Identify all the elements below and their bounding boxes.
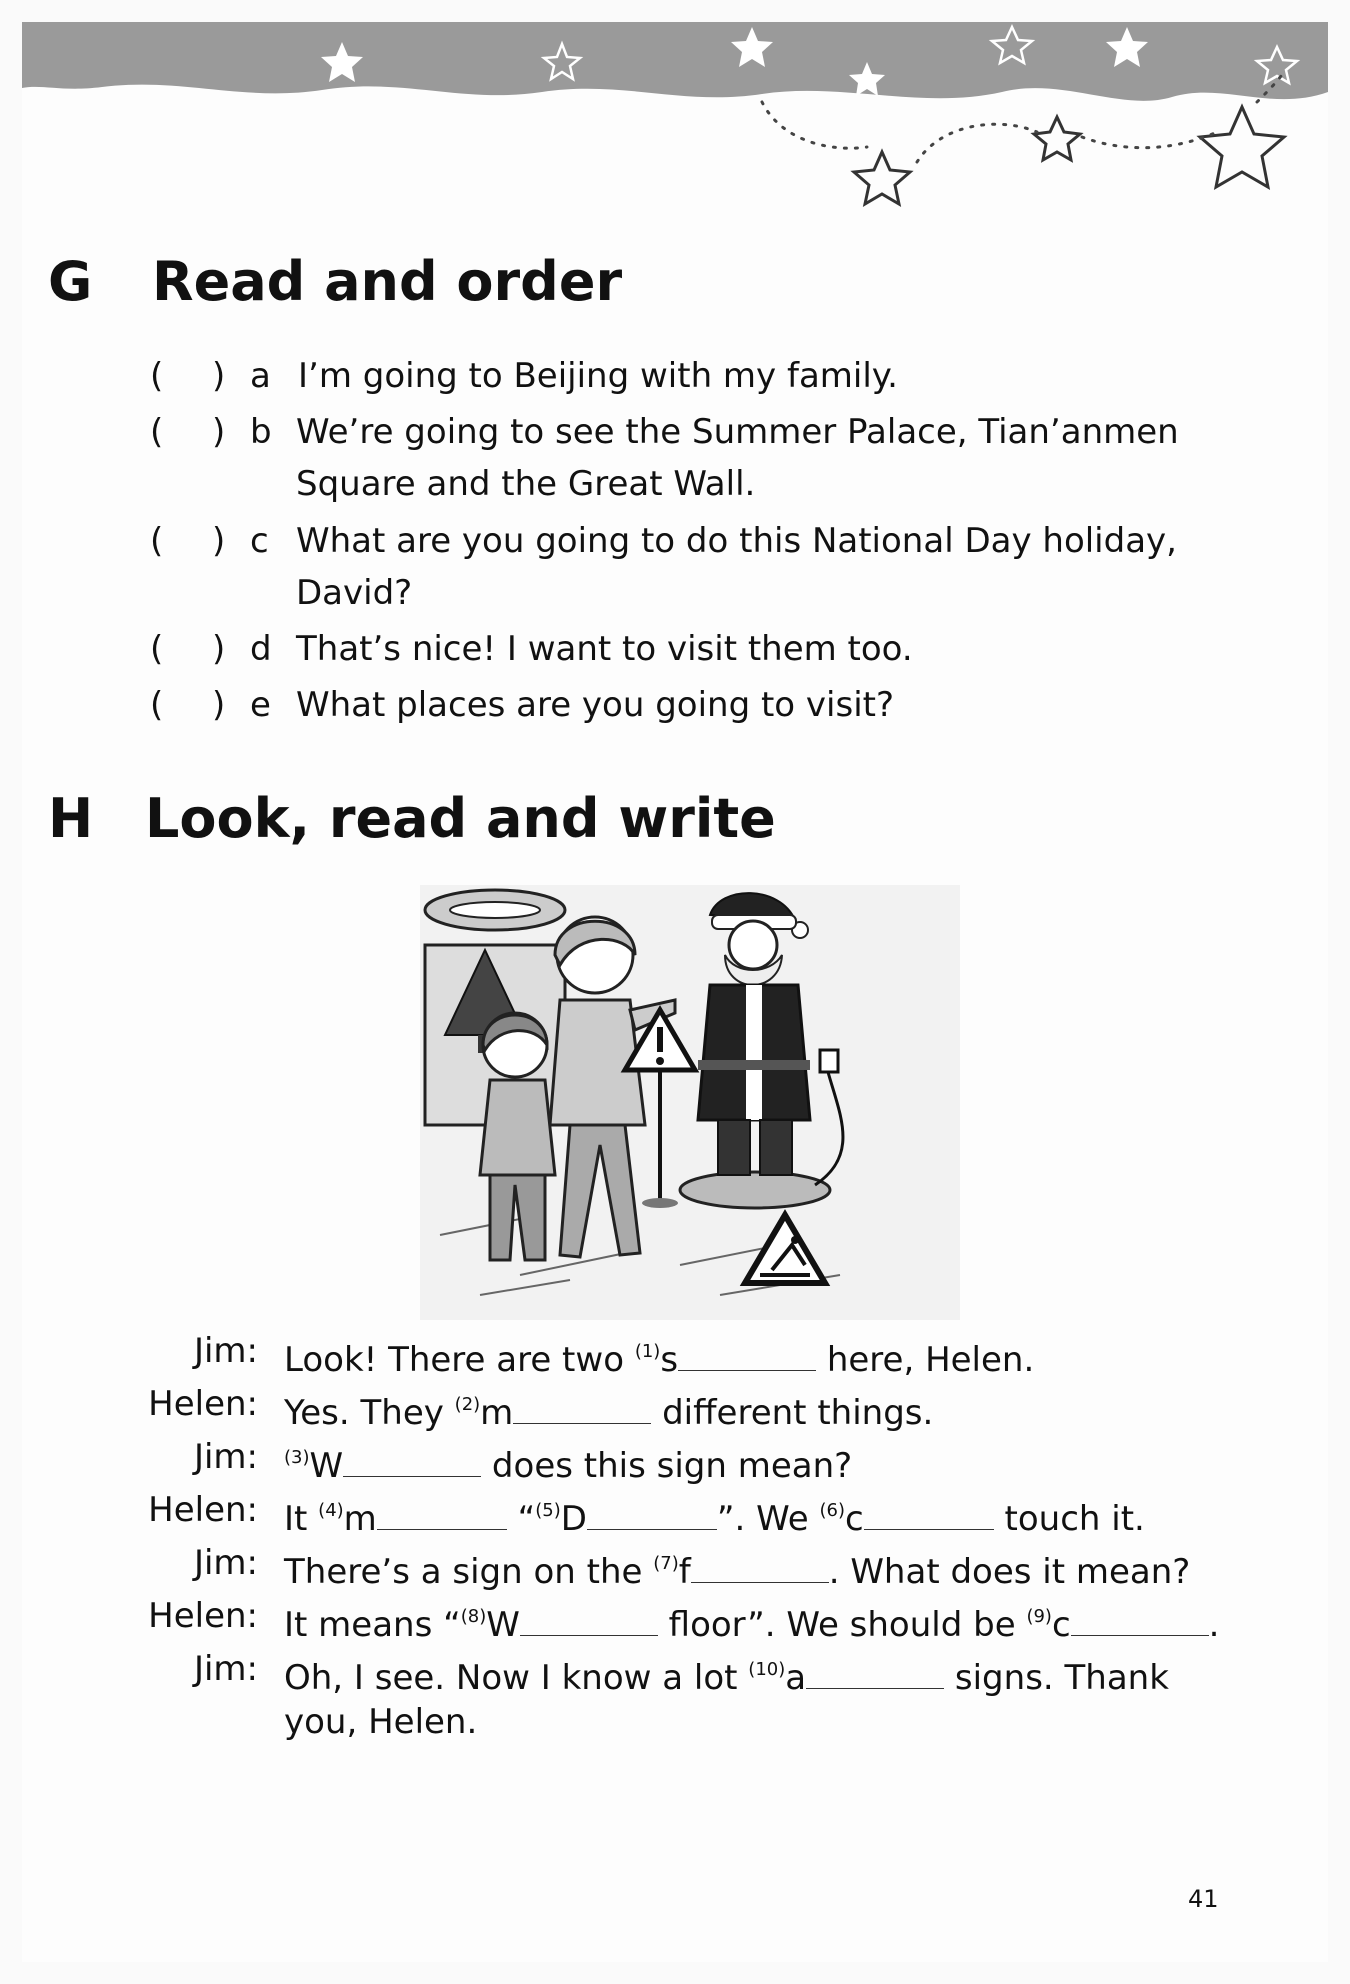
speaker: Helen: [148, 1384, 258, 1424]
item-text-continued: David? [296, 573, 413, 613]
item-text: We’re going to see the Summer Palace, Tian’anmen [296, 412, 1179, 452]
blank-start-letter: m [343, 1499, 377, 1539]
text-segment: Oh, I see. Now I know a lot [284, 1658, 749, 1698]
item-letter: a [250, 356, 271, 396]
blank-number: (9) [1026, 1606, 1052, 1627]
text-segment: signs. Thank [944, 1658, 1169, 1698]
star-outline-icon [1034, 117, 1080, 160]
star-outline-icon [1200, 107, 1284, 187]
answer-blank[interactable] [377, 1528, 507, 1530]
text-segment: ”. We [716, 1499, 820, 1539]
item-text: I’m going to Beijing with my family. [298, 356, 898, 396]
speaker: Jim: [193, 1437, 258, 1477]
star-outline-icon [854, 152, 910, 204]
page-number: 41 [1188, 1885, 1219, 1913]
speaker: Jim: [193, 1331, 258, 1371]
blank-number: (1) [634, 1341, 661, 1362]
answer-blank[interactable] [587, 1528, 717, 1530]
speaker: Helen: [148, 1490, 258, 1530]
item-letter: b [250, 412, 272, 452]
blank-number: (6) [819, 1500, 845, 1521]
text-segment: It means “ [284, 1605, 461, 1645]
text-segment: touch it. [993, 1499, 1145, 1539]
answer-blank[interactable] [343, 1475, 481, 1477]
item-letter: c [250, 521, 269, 561]
blank-start-letter: W [309, 1446, 344, 1486]
speaker: Jim: [193, 1649, 258, 1689]
blank-number: (8) [460, 1606, 487, 1627]
blank-start-letter: D [560, 1499, 587, 1539]
answer-blank[interactable] [513, 1422, 651, 1424]
text-segment: Look! There are two [284, 1340, 635, 1380]
power-socket [820, 1050, 838, 1072]
blank-start-letter: f [678, 1552, 691, 1592]
speaker: Jim: [193, 1543, 258, 1583]
blank-number: (4) [318, 1500, 344, 1521]
blank-number: (2) [454, 1394, 481, 1415]
blank-start-letter: W [486, 1605, 520, 1645]
text-segment: There’s a sign on the [284, 1552, 654, 1592]
blank-number: (3) [284, 1447, 310, 1468]
blank-start-letter: m [480, 1393, 514, 1433]
text-segment: floor”. We should be [657, 1605, 1027, 1645]
item-text-continued: Square and the Great Wall. [296, 464, 756, 504]
blank-number: (10) [748, 1659, 786, 1680]
star-banner [22, 22, 1328, 222]
blank-start-letter: c [845, 1499, 864, 1539]
santa-scene-illustration [420, 885, 960, 1320]
text-segment: Yes. They [284, 1393, 455, 1433]
item-text: What places are you going to visit? [296, 685, 895, 725]
text-segment: “ [506, 1499, 536, 1539]
item-letter: d [250, 629, 272, 669]
answer-blank[interactable] [864, 1528, 994, 1530]
section-g-title: Read and order [152, 250, 623, 313]
answer-blank[interactable] [678, 1369, 816, 1371]
section-h-title: Look, read and write [145, 787, 776, 850]
text-segment: . [1208, 1605, 1220, 1645]
text-segment: different things. [651, 1393, 934, 1433]
section-g-letter: G [48, 250, 93, 313]
item-letter: e [250, 685, 271, 725]
blank-number: (7) [653, 1553, 679, 1574]
text-segment: . What does it mean? [828, 1552, 1191, 1592]
answer-blank[interactable] [691, 1581, 829, 1583]
answer-blank[interactable] [1071, 1634, 1209, 1636]
item-text: What are you going to do this National Day holiday, [296, 521, 1177, 561]
speaker: Helen: [148, 1596, 258, 1636]
text-segment: It [284, 1499, 319, 1539]
blank-start-letter: s [660, 1340, 679, 1380]
text-segment: does this sign mean? [481, 1446, 853, 1486]
blank-start-letter: c [1051, 1605, 1071, 1645]
blank-start-letter: a [785, 1658, 807, 1698]
section-h-letter: H [48, 787, 94, 850]
answer-blank[interactable] [806, 1687, 944, 1689]
text-segment: here, Helen. [816, 1340, 1035, 1380]
answer-blank[interactable] [520, 1634, 658, 1636]
item-text: That’s nice! I want to visit them too. [296, 629, 913, 669]
dialogue-text-continued: you, Helen. [284, 1702, 478, 1742]
blank-number: (5) [535, 1500, 561, 1521]
